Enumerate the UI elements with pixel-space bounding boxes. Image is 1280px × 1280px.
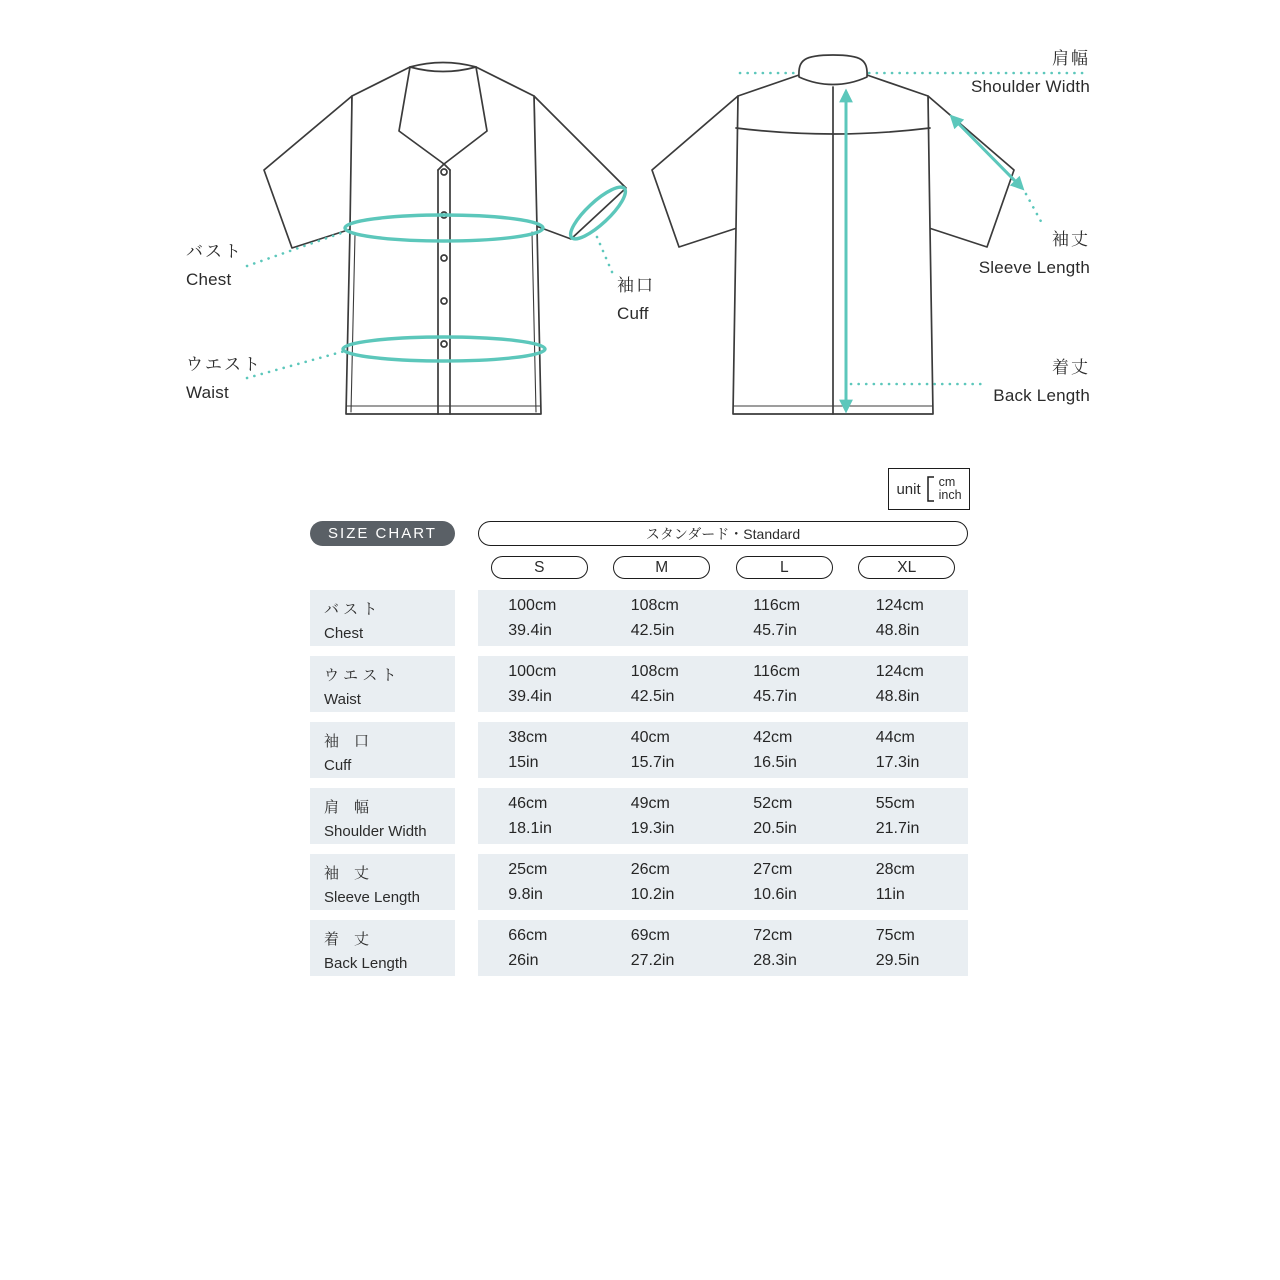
cuff-dotted-line bbox=[597, 237, 612, 272]
cuff-label-jp: 袖口 bbox=[617, 276, 655, 295]
measure-values bbox=[478, 722, 968, 778]
value-cell-s bbox=[478, 590, 601, 646]
value-in: 10.2in bbox=[630, 886, 675, 903]
measure-label-en: Cuff bbox=[324, 757, 352, 774]
value-cell-xl bbox=[846, 920, 969, 976]
unit-box bbox=[888, 468, 970, 510]
chest-label bbox=[186, 243, 243, 288]
value-cell-s bbox=[478, 854, 601, 910]
measure-label-jp: 袖 口 bbox=[324, 733, 370, 750]
value-cell-m bbox=[601, 722, 724, 778]
value-cm: 46cm bbox=[508, 795, 548, 812]
sleeve-length-dotted-line bbox=[1026, 194, 1044, 227]
value-in: 39.4in bbox=[508, 688, 552, 705]
size-pill-xl: XL bbox=[858, 556, 955, 579]
value-in: 45.7in bbox=[753, 688, 797, 705]
value-cm: 124cm bbox=[875, 663, 924, 680]
measure-label-en: Shoulder Width bbox=[324, 823, 427, 840]
measure-values bbox=[478, 788, 968, 844]
shoulder-width-label-en: Shoulder Width bbox=[970, 77, 1090, 96]
size-pill-l: L bbox=[736, 556, 833, 579]
value-cm: 108cm bbox=[630, 597, 679, 614]
value-in: 15.7in bbox=[630, 754, 675, 771]
measure-values bbox=[478, 656, 968, 712]
measure-label-cell bbox=[310, 656, 455, 712]
value-in: 29.5in bbox=[875, 952, 920, 969]
value-cell-s bbox=[478, 788, 601, 844]
value-in: 16.5in bbox=[753, 754, 797, 771]
shoulder-width-label-jp: 肩幅 bbox=[1052, 49, 1090, 68]
measure-label-cell bbox=[310, 722, 455, 778]
sleeve-length-label-jp: 袖丈 bbox=[1052, 230, 1090, 249]
value-in: 39.4in bbox=[508, 622, 552, 639]
sleeve-length-label-en: Sleeve Length bbox=[978, 258, 1090, 277]
measure-values bbox=[478, 920, 968, 976]
unit-label: unit bbox=[896, 480, 921, 498]
size-pill-s: S bbox=[491, 556, 588, 579]
table-row-cuff bbox=[310, 722, 968, 778]
size-chart-title: SIZE CHART bbox=[310, 521, 455, 546]
measure-label-cell bbox=[310, 854, 455, 910]
value-cell-m bbox=[601, 854, 724, 910]
table-row-chest bbox=[310, 590, 968, 646]
measure-label-jp: 肩 幅 bbox=[324, 799, 370, 816]
value-in: 10.6in bbox=[753, 886, 797, 903]
value-cell-s bbox=[478, 920, 601, 976]
value-cm: 75cm bbox=[875, 927, 915, 944]
value-cell-s bbox=[478, 656, 601, 712]
value-cell-l bbox=[723, 656, 846, 712]
measure-label-cell bbox=[310, 920, 455, 976]
unit-cm: cm bbox=[938, 475, 956, 489]
value-in: 18.1in bbox=[508, 820, 552, 837]
value-in: 17.3in bbox=[875, 754, 920, 771]
measure-label-en: Sleeve Length bbox=[324, 889, 420, 906]
value-cm: 28cm bbox=[875, 861, 915, 878]
value-in: 19.3in bbox=[630, 820, 675, 837]
value-in: 9.8in bbox=[508, 886, 543, 903]
unit-bracket-icon bbox=[925, 474, 935, 504]
value-in: 28.3in bbox=[753, 952, 797, 969]
chest-label-en: Chest bbox=[186, 270, 232, 289]
value-cm: 124cm bbox=[875, 597, 924, 614]
value-cm: 25cm bbox=[508, 861, 548, 878]
cuff-label-en: Cuff bbox=[617, 304, 649, 323]
unit-options bbox=[939, 476, 962, 502]
measure-label-en: Back Length bbox=[324, 955, 408, 972]
value-cell-l bbox=[723, 920, 846, 976]
back-length-label bbox=[993, 359, 1090, 404]
value-in: 48.8in bbox=[875, 622, 920, 639]
size-table bbox=[310, 590, 968, 976]
measure-label-jp: 袖 丈 bbox=[324, 865, 370, 882]
chest-label-jp: バスト bbox=[186, 242, 243, 261]
measure-label-cell bbox=[310, 590, 455, 646]
measure-label-jp: ウ エ ス ト bbox=[324, 667, 397, 684]
unit-inch: inch bbox=[938, 488, 962, 502]
value-cm: 52cm bbox=[753, 795, 793, 812]
value-cell-l bbox=[723, 590, 846, 646]
category-header: スタンダード・Standard bbox=[478, 521, 968, 546]
table-row-sleeve-length bbox=[310, 854, 968, 910]
value-cm: 108cm bbox=[630, 663, 679, 680]
measure-label-jp: バ ス ト bbox=[324, 601, 378, 618]
value-cm: 44cm bbox=[875, 729, 915, 746]
shoulder-width-label bbox=[971, 50, 1090, 95]
value-in: 42.5in bbox=[630, 688, 675, 705]
value-cell-m bbox=[601, 656, 724, 712]
value-cell-l bbox=[723, 854, 846, 910]
value-cm: 55cm bbox=[875, 795, 915, 812]
measure-values bbox=[478, 854, 968, 910]
waist-label-jp: ウエスト bbox=[186, 355, 262, 374]
value-in: 27.2in bbox=[630, 952, 675, 969]
value-cell-m bbox=[601, 590, 724, 646]
value-in: 45.7in bbox=[753, 622, 797, 639]
value-in: 21.7in bbox=[875, 820, 920, 837]
measure-label-jp: 着 丈 bbox=[324, 931, 370, 948]
size-pill-m: M bbox=[613, 556, 710, 579]
measure-values bbox=[478, 590, 968, 646]
value-cell-s bbox=[478, 722, 601, 778]
value-cm: 69cm bbox=[630, 927, 670, 944]
measure-label-en: Waist bbox=[324, 691, 361, 708]
waist-label bbox=[186, 356, 262, 401]
value-cm: 116cm bbox=[753, 663, 801, 680]
size-header-row bbox=[478, 556, 968, 579]
value-cell-xl bbox=[846, 656, 969, 712]
value-cell-m bbox=[601, 920, 724, 976]
value-in: 20.5in bbox=[753, 820, 797, 837]
value-cell-xl bbox=[846, 722, 969, 778]
waist-label-en: Waist bbox=[186, 383, 229, 402]
back-length-label-jp: 着丈 bbox=[1052, 358, 1090, 377]
value-in: 42.5in bbox=[630, 622, 675, 639]
measure-label-en: Chest bbox=[324, 625, 364, 642]
value-cm: 42cm bbox=[753, 729, 793, 746]
back-length-label-en: Back Length bbox=[993, 386, 1090, 405]
table-row-waist bbox=[310, 656, 968, 712]
sleeve-length-label bbox=[979, 231, 1090, 276]
value-cm: 49cm bbox=[630, 795, 670, 812]
value-cm: 27cm bbox=[753, 861, 793, 878]
shirt-back-diagram bbox=[652, 55, 1014, 414]
value-in: 11in bbox=[875, 886, 905, 903]
table-row-back-length bbox=[310, 920, 968, 976]
value-cm: 66cm bbox=[508, 927, 548, 944]
value-in: 26in bbox=[508, 952, 539, 969]
value-cm: 72cm bbox=[753, 927, 793, 944]
value-cell-xl bbox=[846, 590, 969, 646]
value-cell-l bbox=[723, 788, 846, 844]
value-cm: 100cm bbox=[508, 597, 557, 614]
value-cm: 38cm bbox=[508, 729, 548, 746]
value-cm: 26cm bbox=[630, 861, 670, 878]
measure-label-cell bbox=[310, 788, 455, 844]
cuff-label bbox=[617, 277, 655, 322]
value-cell-m bbox=[601, 788, 724, 844]
value-cm: 40cm bbox=[630, 729, 670, 746]
value-in: 15in bbox=[508, 754, 539, 771]
value-cell-xl bbox=[846, 788, 969, 844]
value-cm: 116cm bbox=[753, 597, 801, 614]
value-cell-l bbox=[723, 722, 846, 778]
table-row-shoulder-width bbox=[310, 788, 968, 844]
value-cell-xl bbox=[846, 854, 969, 910]
value-cm: 100cm bbox=[508, 663, 557, 680]
value-in: 48.8in bbox=[875, 688, 920, 705]
